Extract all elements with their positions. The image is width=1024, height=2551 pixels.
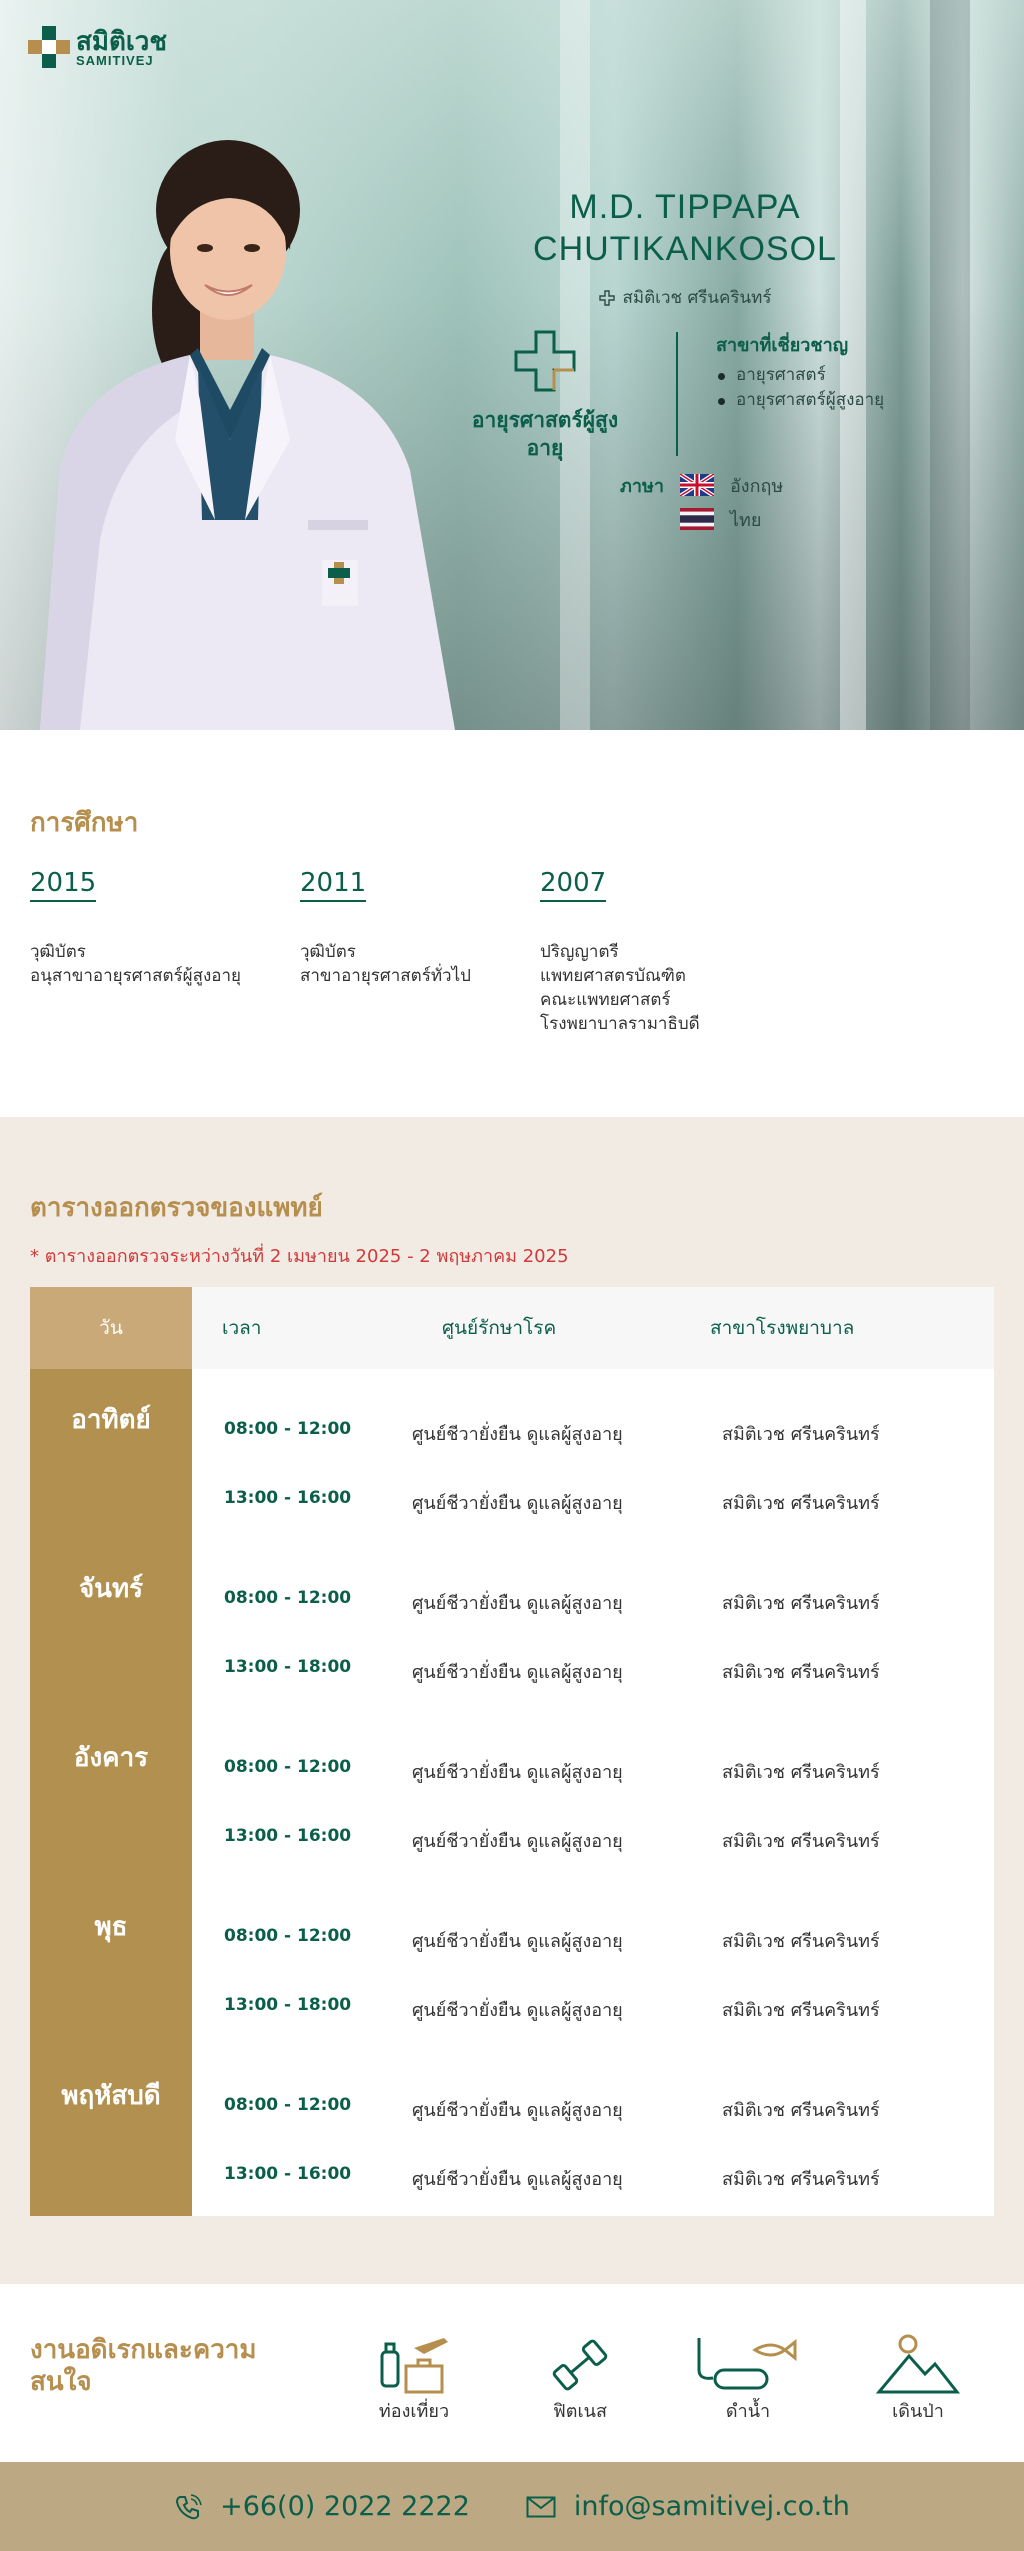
slot-time: 08:00 - 12:00 [224,1926,352,1946]
slot-center: ศูนย์ชีวายั่งยืน ดูแลผู้สูงอายุ [412,1762,623,1783]
interest-travel [354,2330,474,2425]
schedule-row [192,1818,994,1858]
schedule-row [192,1580,994,1620]
schedule-title: ตารางออกตรวจของแพทย์ [30,1193,323,1223]
slot-branch: สมิติเวช ศรีนครินทร์ [722,1831,880,1852]
doctor-hero [0,0,1024,730]
schedule-row [192,1987,994,2027]
education-desc: วุฒิบัตร สาขาอายุรศาสตร์ทั่วไป [300,942,471,986]
travel-icon [374,2330,454,2400]
specialty-divider [676,332,678,456]
slot-center: ศูนย์ชีวายั่งยืน ดูแลผู้สูงอายุ [412,1593,623,1614]
slot-time: 13:00 - 16:00 [224,1826,352,1846]
slot-center: ศูนย์ชีวายั่งยืน ดูแลผู้สูงอายุ [412,2100,623,2121]
interests-title: งานอดิเรกและความสนใจ [30,2335,257,2397]
education-item [300,868,471,988]
slot-center: ศูนย์ชีวายั่งยืน ดูแลผู้สูงอายุ [412,1424,623,1445]
doctor-name-line2: CHUTIKANKOSOL [533,230,837,268]
slot-branch: สมิติเวช ศรีนครินทร์ [722,2169,880,2190]
header-time: เวลา [222,1317,262,1339]
slot-branch: สมิติเวช ศรีนครินทร์ [722,1662,880,1683]
schedule-section [0,1117,1024,2284]
slot-branch: สมิติเวช ศรีนครินทร์ [722,1931,880,1952]
slot-time: 13:00 - 18:00 [224,1995,352,2015]
schedule-row [192,2156,994,2196]
phone-link[interactable] [174,2491,470,2522]
slot-time: 08:00 - 12:00 [224,1419,352,1439]
background-dark-stripe [930,0,970,730]
doctor-portrait [0,140,470,730]
slot-center: ศูนย์ชีวายั่งยืน ดูแลผู้สูงอายุ [412,1493,623,1514]
schedule-row [192,2087,994,2127]
education-item [540,868,700,1036]
day-label-wednesday: พุธ [94,1912,128,1942]
slot-center: ศูนย์ชีวายั่งยืน ดูแลผู้สูงอายุ [412,2169,623,2190]
slot-time: 08:00 - 12:00 [224,1757,352,1777]
education-year: 2015 [30,868,96,902]
education-section [0,730,1024,1117]
schedule-row [192,1480,994,1520]
slot-time: 08:00 - 12:00 [224,2095,352,2115]
day-column [30,1369,192,2216]
slot-branch: สมิติเวช ศรีนครินทร์ [722,1762,880,1783]
schedule-note: * ตารางออกตรวจระหว่างวันที่ 2 เมษายน 2025 - 2 พฤษภาคม 2025 [30,1246,569,1267]
slot-center: ศูนย์ชีวายั่งยืน ดูแลผู้สูงอายุ [412,2000,623,2021]
slot-branch: สมิติเวช ศรีนครินทร์ [722,2000,880,2021]
slot-time: 13:00 - 16:00 [224,1488,352,1508]
cross-logo-icon [28,26,70,68]
slot-center: ศูนย์ชีวายั่งยืน ดูแลผู้สูงอายุ [412,1831,623,1852]
hospital-line [520,284,850,311]
hospital-name: สมิติเวช ศรีนครินทร์ [622,288,772,308]
logo-thai-text: สมิติเวช [76,25,168,56]
education-desc: วุฒิบัตร อนุสาขาอายุรศาสตร์ผู้สูงอายุ [30,942,242,986]
expertise-block [716,330,884,413]
schedule-row [192,1649,994,1689]
thai-flag-icon [680,508,714,530]
schedule-table-header [30,1287,994,1369]
education-year: 2007 [540,868,606,902]
interests-section [0,2284,1024,2462]
slot-time: 13:00 - 16:00 [224,2164,352,2184]
slot-center: ศูนย์ชีวายั่งยืน ดูแลผู้สูงอายุ [412,1931,623,1952]
slot-branch: สมิติเวช ศรีนครินทร์ [722,1424,880,1445]
phone-icon [174,2493,202,2521]
schedule-row [192,1749,994,1789]
hiking-icon [873,2330,963,2400]
language-thai: ไทย [730,509,762,531]
email-address: info@samitivej.co.th [573,2491,850,2522]
doctor-name-line1: M.D. TIPPAPA [569,188,801,226]
diving-icon [693,2330,803,2400]
uk-flag-icon [680,474,714,496]
expertise-item: อายุรศาสตร์ [716,363,884,388]
specialty-title: อายุรศาสตร์ผู้สูงอายุ [471,408,619,460]
interest-hiking [858,2330,978,2425]
expertise-list [716,363,884,413]
education-title: การศึกษา [30,808,139,838]
fitness-icon [540,2330,620,2400]
day-label-thursday: พฤหัสบดี [61,2081,161,2111]
slot-branch: สมิติเวช ศรีนครินทร์ [722,2100,880,2121]
header-branch: สาขาโรงพยาบาล [710,1317,855,1339]
logo-english-text: SAMITIVEJ [76,52,154,68]
day-label-sunday: อาทิตย์ [71,1405,151,1435]
header-center: ศูนย์รักษาโรค [442,1317,557,1339]
language-english: อังกฤษ [730,475,784,497]
interest-label: เดินป่า [892,2401,944,2422]
education-item [30,868,241,988]
interest-label: ท่องเที่ยว [378,2401,450,2422]
language-label: ภาษา [620,475,664,497]
email-icon [526,2496,556,2518]
interest-diving [688,2330,808,2425]
education-desc: ปริญญาตรี แพทยศาสตรบัณฑิต คณะแพทยศาสตร์ โรงพยาบาลรามาธิบดี [540,942,700,1034]
phone-number: +66(0) 2022 2222 [220,2491,470,2522]
language-block [620,468,783,536]
day-label-monday: จันทร์ [78,1574,144,1604]
slot-center: ศูนย์ชีวายั่งยืน ดูแลผู้สูงอายุ [412,1662,623,1683]
interest-fitness [520,2330,640,2425]
schedule-row [192,1411,994,1451]
day-label-tuesday: อังคาร [73,1743,149,1773]
schedule-table [30,1287,994,2216]
specialty-cross-icon [514,330,576,392]
expertise-item: อายุรศาสตร์ผู้สูงอายุ [716,388,884,413]
interest-label: ฟิตเนส [553,2401,607,2422]
hospital-cross-icon [599,290,615,306]
expertise-heading: สาขาที่เชี่ยวชาญ [716,335,849,356]
email-link[interactable] [526,2491,850,2522]
schedule-row [192,1918,994,1958]
header-day: วัน [30,1287,192,1369]
doctor-name-block [520,186,850,311]
specialty-block [455,330,635,462]
slot-branch: สมิติเวช ศรีนครินทร์ [722,1493,880,1514]
slot-time: 08:00 - 12:00 [224,1588,352,1608]
slot-time: 13:00 - 18:00 [224,1657,352,1677]
education-year: 2011 [300,868,366,902]
slot-branch: สมิติเวช ศรีนครินทร์ [722,1593,880,1614]
interest-label: ดำน้ำ [725,2401,771,2422]
samitivej-logo[interactable] [28,26,167,68]
contact-footer [0,2462,1024,2551]
